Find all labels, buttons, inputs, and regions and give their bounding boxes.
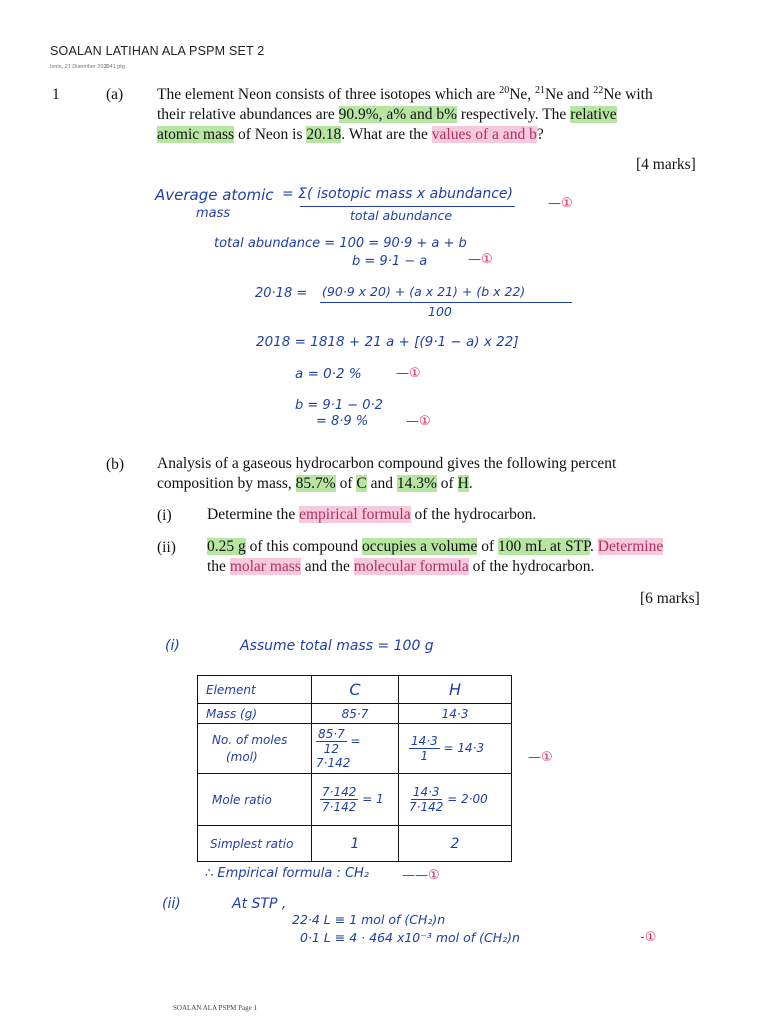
equation-numerator: (90·9 x 20) + (a x 21) + (b x 22) <box>322 284 526 299</box>
table-row-ratio-h: $\frac{14\cdot 3}{7\cdot 142}$ = 2·00 <box>399 774 512 826</box>
table-row-mass-c: 85·7 <box>312 704 399 724</box>
b-expression: b = 9·1 − a <box>352 254 428 269</box>
part-b-marks: [6 marks] <box>640 590 700 607</box>
highlight-values: values of a and b <box>431 126 537 143</box>
part-a-marks: [4 marks] <box>636 156 696 173</box>
mark-icon: —① <box>396 366 421 381</box>
part-b-line-1: Analysis of a gaseous hydrocarbon compound gives the following percent <box>157 455 617 472</box>
table-row-simplest-c: 1 <box>312 826 399 862</box>
table-row-simplest-h: 2 <box>399 826 512 862</box>
a-result: a = 0·2 % <box>295 366 362 382</box>
avg-formula-numerator: = Σ( isotopic mass x abundance) <box>282 186 513 202</box>
stp-line-1: 22·4 L ≡ 1 mol of (CH₂)n <box>292 912 446 927</box>
page-footer: SOALAN ALA PSPM Page 1 <box>173 1004 258 1012</box>
table-row-moles-c: $\frac{85\cdot 7}{12}$ = 7·142 <box>312 724 399 774</box>
sub-ii-label: (ii) <box>157 539 176 556</box>
mark-icon: -① <box>640 930 657 945</box>
table-row-ratio-label: Mole ratio <box>198 774 312 826</box>
table-row-mass-h: 14·3 <box>399 704 512 724</box>
part-a-label: (a) <box>106 86 124 103</box>
page-time: 2:41 ptg <box>105 64 125 70</box>
stp-heading: At STP , <box>232 896 287 912</box>
sub-i-handwritten-label: (i) <box>165 638 180 654</box>
assume-line: Assume total mass = 100 g <box>240 638 434 654</box>
table-header-c: C <box>312 676 399 704</box>
equation-denominator: 100 <box>428 304 452 319</box>
mark-icon: —① <box>468 252 493 267</box>
sub-i-label: (i) <box>157 507 172 524</box>
fraction-bar <box>320 302 572 303</box>
table-row-mass-label: Mass (g) <box>198 704 312 724</box>
total-abundance-line: total abundance = 100 = 90·9 + a + b <box>214 236 467 251</box>
mark-icon: —① <box>528 750 553 765</box>
part-a-line-2: their relative abundances are 90.9%, a% and b% respectively. The relative <box>157 106 617 123</box>
avg-label-1: Average atomic <box>155 186 274 204</box>
part-a-line-3: atomic mass of Neon is 20.18. What are the values of a and b? <box>157 126 544 143</box>
sub-ii-line-2: the molar mass and the molecular formula of the hydrocarbon. <box>207 558 595 575</box>
sub-i-text: Determine the empirical formula of the hydrocarbon. <box>207 506 537 523</box>
avg-formula-denominator: total abundance <box>350 208 453 223</box>
mark-icon: —① <box>406 414 431 429</box>
page-title: SOALAN LATIHAN ALA PSPM SET 2 <box>50 44 265 58</box>
mark-icon: ——① <box>402 868 440 883</box>
table-row-moles-label: No. of moles (mol) <box>198 724 312 774</box>
page-date: Isnin, 21 Disember 2020 <box>50 64 110 70</box>
equation-expanded: 2018 = 1818 + 21 a + [(9·1 − a) x 22] <box>256 334 519 350</box>
table-header-h: H <box>399 676 512 704</box>
table-row-moles-h: $\frac{14\cdot 3}{1}$ = 14·3 <box>399 724 512 774</box>
b-result-2: = 8·9 % <box>316 414 369 429</box>
stp-line-2: 0·1 L ≡ 4 · 464 x10⁻³ mol of (CH₂)n <box>300 930 520 945</box>
fraction-bar <box>300 206 515 207</box>
table-row-simplest-label: Simplest ratio <box>198 826 312 862</box>
part-b-label: (b) <box>106 456 125 473</box>
sub-ii-line-1: 0.25 g of this compound occupies a volume of 100 mL at STP. Determine <box>207 538 664 555</box>
b-result-1: b = 9·1 − 0·2 <box>295 398 383 413</box>
sub-ii-handwritten-label: (ii) <box>162 896 181 912</box>
empirical-table <box>197 675 512 862</box>
question-number: 1 <box>52 86 60 103</box>
part-b-line-2: composition by mass, 85.7% of C and 14.3% of H. <box>157 475 473 492</box>
part-a-line-1: The element Neon consists of three isotopes which are $^{20}$Ne, $^{21}$Ne and $^{22}$Ne with <box>157 85 653 103</box>
empirical-formula-result: ∴ Empirical formula : CH₂ <box>205 866 370 881</box>
avg-label-2: mass <box>196 206 231 221</box>
mark-icon: —① <box>548 196 573 211</box>
equation-left: 20·18 = <box>255 286 308 301</box>
highlight-abundances: 90.9%, a% and b% <box>338 106 457 123</box>
table-row-ratio-c: $\frac{7\cdot 142}{7\cdot 142}$ = 1 <box>312 774 399 826</box>
table-header-element: Element <box>198 676 312 704</box>
